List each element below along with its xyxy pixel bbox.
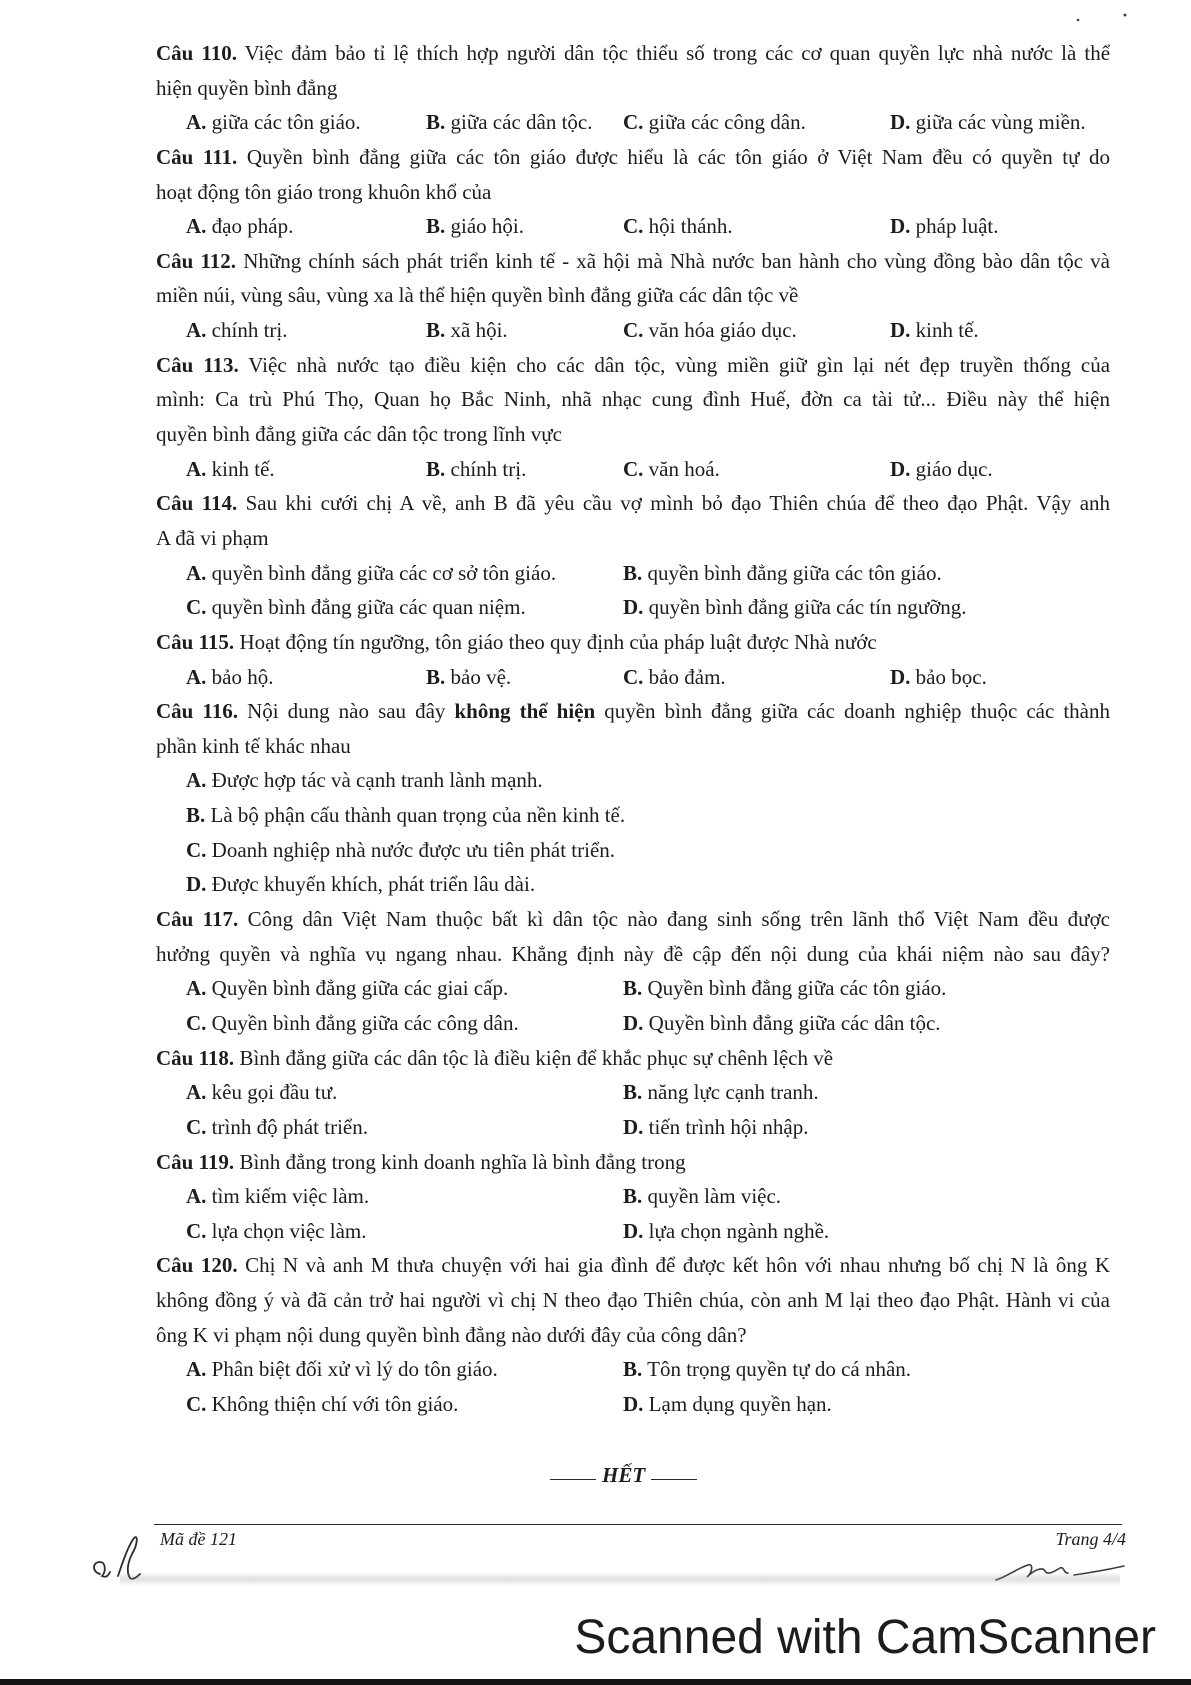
option-a — [186, 556, 556, 591]
option-c — [186, 1387, 458, 1422]
options-row — [156, 313, 1110, 348]
option-key: A. — [186, 664, 207, 689]
option-key: C. — [623, 318, 644, 343]
option-text: Quyền bình đẳng giữa các công dân. — [211, 1010, 519, 1035]
question-label: Câu 114. — [156, 491, 238, 516]
option-key: A. — [186, 456, 207, 481]
question-stem-line — [156, 625, 1110, 660]
option-c — [623, 313, 797, 348]
option-text: Được khuyến khích, phát triển lâu dài. — [211, 872, 536, 897]
question-116 — [156, 694, 1110, 902]
option-c — [623, 105, 806, 140]
option-a — [186, 763, 543, 798]
options-row — [156, 209, 1110, 244]
options-row — [156, 833, 1110, 868]
option-text: kêu gọi đầu tư. — [211, 1080, 338, 1105]
question-119 — [156, 1145, 1110, 1249]
option-b — [426, 105, 593, 140]
options-row — [156, 1179, 1110, 1214]
option-key: C. — [186, 1218, 207, 1243]
option-text: Quyền bình đẳng giữa các tôn giáo. — [647, 976, 947, 1001]
question-text: Hoạt động tín ngưỡng, tôn giáo theo quy định của pháp luật được Nhà nước — [239, 629, 877, 654]
option-key: B. — [426, 318, 446, 343]
options-row — [156, 660, 1110, 695]
option-text: văn hoá. — [648, 456, 720, 481]
question-stem-line: hoạt động tôn giáo trong khuôn khổ của — [156, 179, 492, 204]
option-text: trình độ phát triển. — [211, 1114, 368, 1139]
question-text: Công dân Việt Nam thuộc bất kì dân tộc nào đang sinh sống trên lãnh thổ Việt Nam đều được — [247, 907, 1110, 932]
question-text: Bình đẳng giữa các dân tộc là điều kiện để khắc phục sự chênh lệch về — [239, 1045, 834, 1070]
question-stem-line: quyền bình đẳng giữa các dân tộc trong lĩnh vực — [156, 422, 562, 447]
option-key: D. — [623, 1114, 644, 1139]
option-key: A. — [186, 976, 207, 1001]
options-row — [156, 971, 1110, 1006]
option-key: C. — [186, 837, 207, 862]
question-label: Câu 111. — [156, 144, 238, 169]
option-text: lựa chọn việc làm. — [211, 1218, 367, 1243]
question-115 — [156, 625, 1110, 694]
end-marker-text: HẾT — [602, 1462, 646, 1487]
option-key: C. — [623, 456, 644, 481]
option-c — [186, 833, 615, 868]
options-row — [156, 1006, 1110, 1041]
option-text: bảo bọc. — [915, 664, 987, 689]
option-key: C. — [186, 1391, 207, 1416]
option-key: C. — [186, 595, 207, 620]
option-key: D. — [890, 110, 911, 135]
question-110 — [156, 36, 1110, 140]
question-117 — [156, 902, 1110, 1041]
option-c — [186, 1006, 519, 1041]
option-text: văn hóa giáo dục. — [648, 318, 797, 343]
option-key: A. — [186, 1184, 207, 1209]
option-text: giáo dục. — [915, 456, 993, 481]
option-d — [890, 209, 998, 244]
option-key: B. — [426, 456, 446, 481]
option-b — [426, 209, 524, 244]
option-text: chính trị. — [450, 456, 527, 481]
camscanner-watermark: Scanned with CamScanner — [574, 1611, 1156, 1664]
question-111 — [156, 140, 1110, 244]
scan-speck-marks — [1070, 8, 1140, 28]
question-stem-line — [156, 1248, 1110, 1283]
option-a — [186, 1179, 369, 1214]
option-key: B. — [623, 976, 643, 1001]
option-c — [623, 452, 720, 487]
option-key: C. — [623, 664, 644, 689]
option-a — [186, 105, 361, 140]
option-key: D. — [623, 1391, 644, 1416]
option-b — [186, 798, 625, 833]
option-key: B. — [426, 214, 446, 239]
option-a — [186, 452, 275, 487]
option-text: giữa các vùng miền. — [915, 110, 1086, 135]
option-text: giữa các dân tộc. — [450, 110, 593, 135]
question-text: Nội dung nào sau đây — [247, 699, 455, 724]
option-key: B. — [426, 664, 446, 689]
question-text: quyền bình đẳng giữa các doanh nghiệp thuộc các thành — [595, 699, 1110, 724]
question-stem-line — [156, 140, 1110, 175]
question-emphasis: không thể hiện — [454, 699, 596, 724]
option-text: Không thiện chí với tôn giáo. — [211, 1391, 459, 1416]
option-key: A. — [186, 768, 207, 793]
option-key: A. — [186, 318, 207, 343]
question-stem-line: A đã vi phạm — [156, 525, 269, 550]
question-stem-line: hưởng quyền và nghĩa vụ ngang nhau. Khẳng định này đề cập đến nội dung của khái niệm nào sau đây? — [156, 941, 1110, 966]
option-text: pháp luật. — [915, 214, 999, 239]
option-key: A. — [186, 560, 207, 585]
option-key: D. — [623, 595, 644, 620]
option-key: D. — [890, 318, 911, 343]
scan-edge — [120, 1572, 1120, 1586]
options-row — [156, 105, 1110, 140]
question-stem-line — [156, 1041, 1110, 1076]
option-text: giữa các tôn giáo. — [211, 110, 361, 135]
option-text: quyền bình đẳng giữa các tôn giáo. — [647, 560, 942, 585]
question-stem-line — [156, 486, 1110, 521]
option-text: giáo hội. — [450, 214, 525, 239]
question-stem-line: ông K vi phạm nội dung quyền bình đẳng nào dưới đây của công dân? — [156, 1322, 747, 1347]
question-stem-line: không đồng ý và đã cản trở hai người vì chị N theo đạo Thiên chúa, còn anh M lại theo đạo Phật. Hành vi của — [156, 1288, 1110, 1313]
question-label: Câu 120. — [156, 1253, 238, 1278]
option-b — [623, 556, 942, 591]
option-key: A. — [186, 1080, 207, 1105]
option-text: kinh tế. — [211, 456, 275, 481]
question-stem-line — [156, 902, 1110, 937]
option-text: Doanh nghiệp nhà nước được ưu tiên phát triển. — [211, 837, 616, 862]
option-text: Phân biệt đối xử vì lý do tôn giáo. — [211, 1357, 498, 1382]
question-text: Những chính sách phát triển kinh tế - xã hội mà Nhà nước ban hành cho vùng đồng bào dân tộc và — [243, 248, 1111, 273]
option-b — [623, 971, 946, 1006]
options-row — [156, 867, 1110, 902]
option-a — [186, 1352, 498, 1387]
option-key: A. — [186, 110, 207, 135]
option-text: hội thánh. — [648, 214, 733, 239]
exam-code: Mã đề 121 — [160, 1529, 237, 1549]
option-key: D. — [890, 214, 911, 239]
option-key: C. — [186, 1114, 207, 1139]
option-text: quyền làm việc. — [647, 1184, 782, 1209]
option-a — [186, 313, 288, 348]
question-text: Chị N và anh M thưa chuyện với hai gia đình để được kết hôn với nhau nhưng bố chị N là ông K — [245, 1253, 1111, 1278]
option-c — [623, 660, 726, 695]
option-text: Là bộ phận cấu thành quan trọng của nền kinh tế. — [210, 803, 626, 828]
question-stem-line: phần kinh tế khác nhau — [156, 733, 351, 758]
question-text: Sau khi cưới chị A về, anh B đã yêu cầu vợ mình bỏ đạo Thiên chúa để theo đạo Phật. Vậy anh — [245, 491, 1111, 516]
option-text: giữa các công dân. — [648, 110, 806, 135]
option-c — [186, 590, 526, 625]
option-c — [623, 209, 733, 244]
end-dash-left — [550, 1479, 596, 1480]
question-label: Câu 113. — [156, 352, 239, 377]
options-row — [156, 1214, 1110, 1249]
option-a — [186, 971, 508, 1006]
option-b — [426, 313, 508, 348]
option-key: C. — [623, 214, 644, 239]
option-text: kinh tế. — [915, 318, 979, 343]
question-text: Việc đảm bảo tỉ lệ thích hợp người dân tộc thiểu số trong các cơ quan quyền lực nhà nước là thể — [244, 41, 1111, 65]
option-d — [890, 660, 987, 695]
question-stem-line — [156, 244, 1110, 279]
option-a — [186, 209, 293, 244]
option-key: D. — [890, 456, 911, 481]
options-row — [156, 1352, 1110, 1387]
question-label: Câu 116. — [156, 699, 238, 724]
option-key: D. — [186, 872, 207, 897]
option-text: tiến trình hội nhập. — [648, 1114, 809, 1139]
option-d — [623, 590, 967, 625]
question-stem-line — [156, 348, 1110, 383]
question-stem-line: hiện quyền bình đẳng — [156, 75, 338, 100]
question-stem-line: miền núi, vùng sâu, vùng xa là thể hiện quyền bình đẳng giữa các dân tộc về — [156, 283, 799, 308]
options-row — [156, 1110, 1110, 1145]
option-d — [623, 1387, 832, 1422]
question-text: Quyền bình đẳng giữa các tôn giáo được hiểu là các tôn giáo ở Việt Nam đều có quyền tự do — [246, 144, 1111, 169]
options-row — [156, 1075, 1110, 1110]
option-d — [623, 1006, 941, 1041]
question-stem-line: mình: Ca trù Phú Thọ, Quan họ Bắc Ninh, nhã nhạc cung đình Huế, đờn ca tài tử... Điều này thể hiện — [156, 387, 1110, 412]
option-key: C. — [623, 110, 644, 135]
option-text: xã hội. — [450, 318, 508, 343]
option-text: Quyền bình đẳng giữa các giai cấp. — [211, 976, 509, 1001]
option-d — [623, 1214, 829, 1249]
question-text: Việc nhà nước tạo điều kiện cho các dân tộc, vùng miền giữ gìn lại nét đẹp truyền thống của — [248, 352, 1111, 377]
option-d — [623, 1110, 808, 1145]
question-label: Câu 115. — [156, 629, 235, 654]
options-row — [156, 798, 1110, 833]
options-row — [156, 452, 1110, 487]
option-text: Lạm dụng quyền hạn. — [648, 1391, 832, 1416]
options-row — [156, 590, 1110, 625]
option-key: D. — [623, 1010, 644, 1035]
question-label: Câu 110. — [156, 41, 237, 65]
question-120 — [156, 1248, 1110, 1421]
question-label: Câu 117. — [156, 907, 239, 932]
option-key: B. — [623, 560, 643, 585]
question-114 — [156, 486, 1110, 625]
option-text: lựa chọn ngành nghề. — [648, 1218, 830, 1243]
page-number: Trang 4/4 — [1055, 1529, 1126, 1549]
question-label: Câu 112. — [156, 248, 237, 273]
option-c — [186, 1214, 367, 1249]
option-text: bảo hộ. — [211, 664, 274, 689]
option-c — [186, 1110, 368, 1145]
option-text: bảo vệ. — [450, 664, 512, 689]
options-row — [156, 763, 1110, 798]
option-b — [426, 452, 526, 487]
end-marker — [550, 1460, 697, 1490]
option-d — [890, 313, 979, 348]
option-b — [623, 1352, 911, 1387]
bottom-bar — [0, 1679, 1191, 1685]
option-b — [426, 660, 511, 695]
options-row — [156, 556, 1110, 591]
option-key: D. — [623, 1218, 644, 1243]
option-a — [186, 1075, 337, 1110]
option-d — [186, 867, 535, 902]
option-key: B. — [426, 110, 446, 135]
option-key: D. — [890, 664, 911, 689]
option-key: B. — [623, 1357, 643, 1382]
option-b — [623, 1075, 819, 1110]
option-key: C. — [186, 1010, 207, 1035]
question-label: Câu 118. — [156, 1045, 235, 1070]
option-d — [890, 452, 993, 487]
option-text: quyền bình đẳng giữa các quan niệm. — [211, 595, 526, 620]
option-a — [186, 660, 274, 695]
question-113 — [156, 348, 1110, 487]
option-text: quyền bình đẳng giữa các tín ngưỡng. — [648, 595, 967, 620]
option-b — [623, 1179, 781, 1214]
option-key: B. — [623, 1184, 643, 1209]
option-text: chính trị. — [211, 318, 288, 343]
end-dash-right — [651, 1479, 697, 1480]
question-text: Bình đẳng trong kinh doanh nghĩa là bình đẳng trong — [239, 1149, 686, 1174]
option-key: A. — [186, 1357, 207, 1382]
question-112 — [156, 244, 1110, 348]
option-text: Tôn trọng quyền tự do cá nhân. — [647, 1357, 912, 1382]
option-text: bảo đảm. — [648, 664, 726, 689]
question-118 — [156, 1041, 1110, 1145]
option-key: B. — [623, 1080, 643, 1105]
option-text: quyền bình đẳng giữa các cơ sở tôn giáo. — [211, 560, 557, 585]
footer-rule — [154, 1524, 1122, 1525]
question-stem-line — [156, 36, 1110, 71]
question-stem-line — [156, 1145, 1110, 1180]
option-key: A. — [186, 214, 207, 239]
option-text: Quyền bình đẳng giữa các dân tộc. — [648, 1010, 941, 1035]
option-text: tìm kiếm việc làm. — [211, 1184, 370, 1209]
option-text: đạo pháp. — [211, 214, 294, 239]
option-text: năng lực cạnh tranh. — [647, 1080, 819, 1105]
question-label: Câu 119. — [156, 1149, 235, 1174]
question-list — [156, 36, 1110, 1422]
option-text: Được hợp tác và cạnh tranh lành mạnh. — [211, 768, 543, 793]
options-row — [156, 1387, 1110, 1422]
option-d — [890, 105, 1086, 140]
question-stem-line — [156, 694, 1110, 729]
option-key: B. — [186, 803, 206, 828]
